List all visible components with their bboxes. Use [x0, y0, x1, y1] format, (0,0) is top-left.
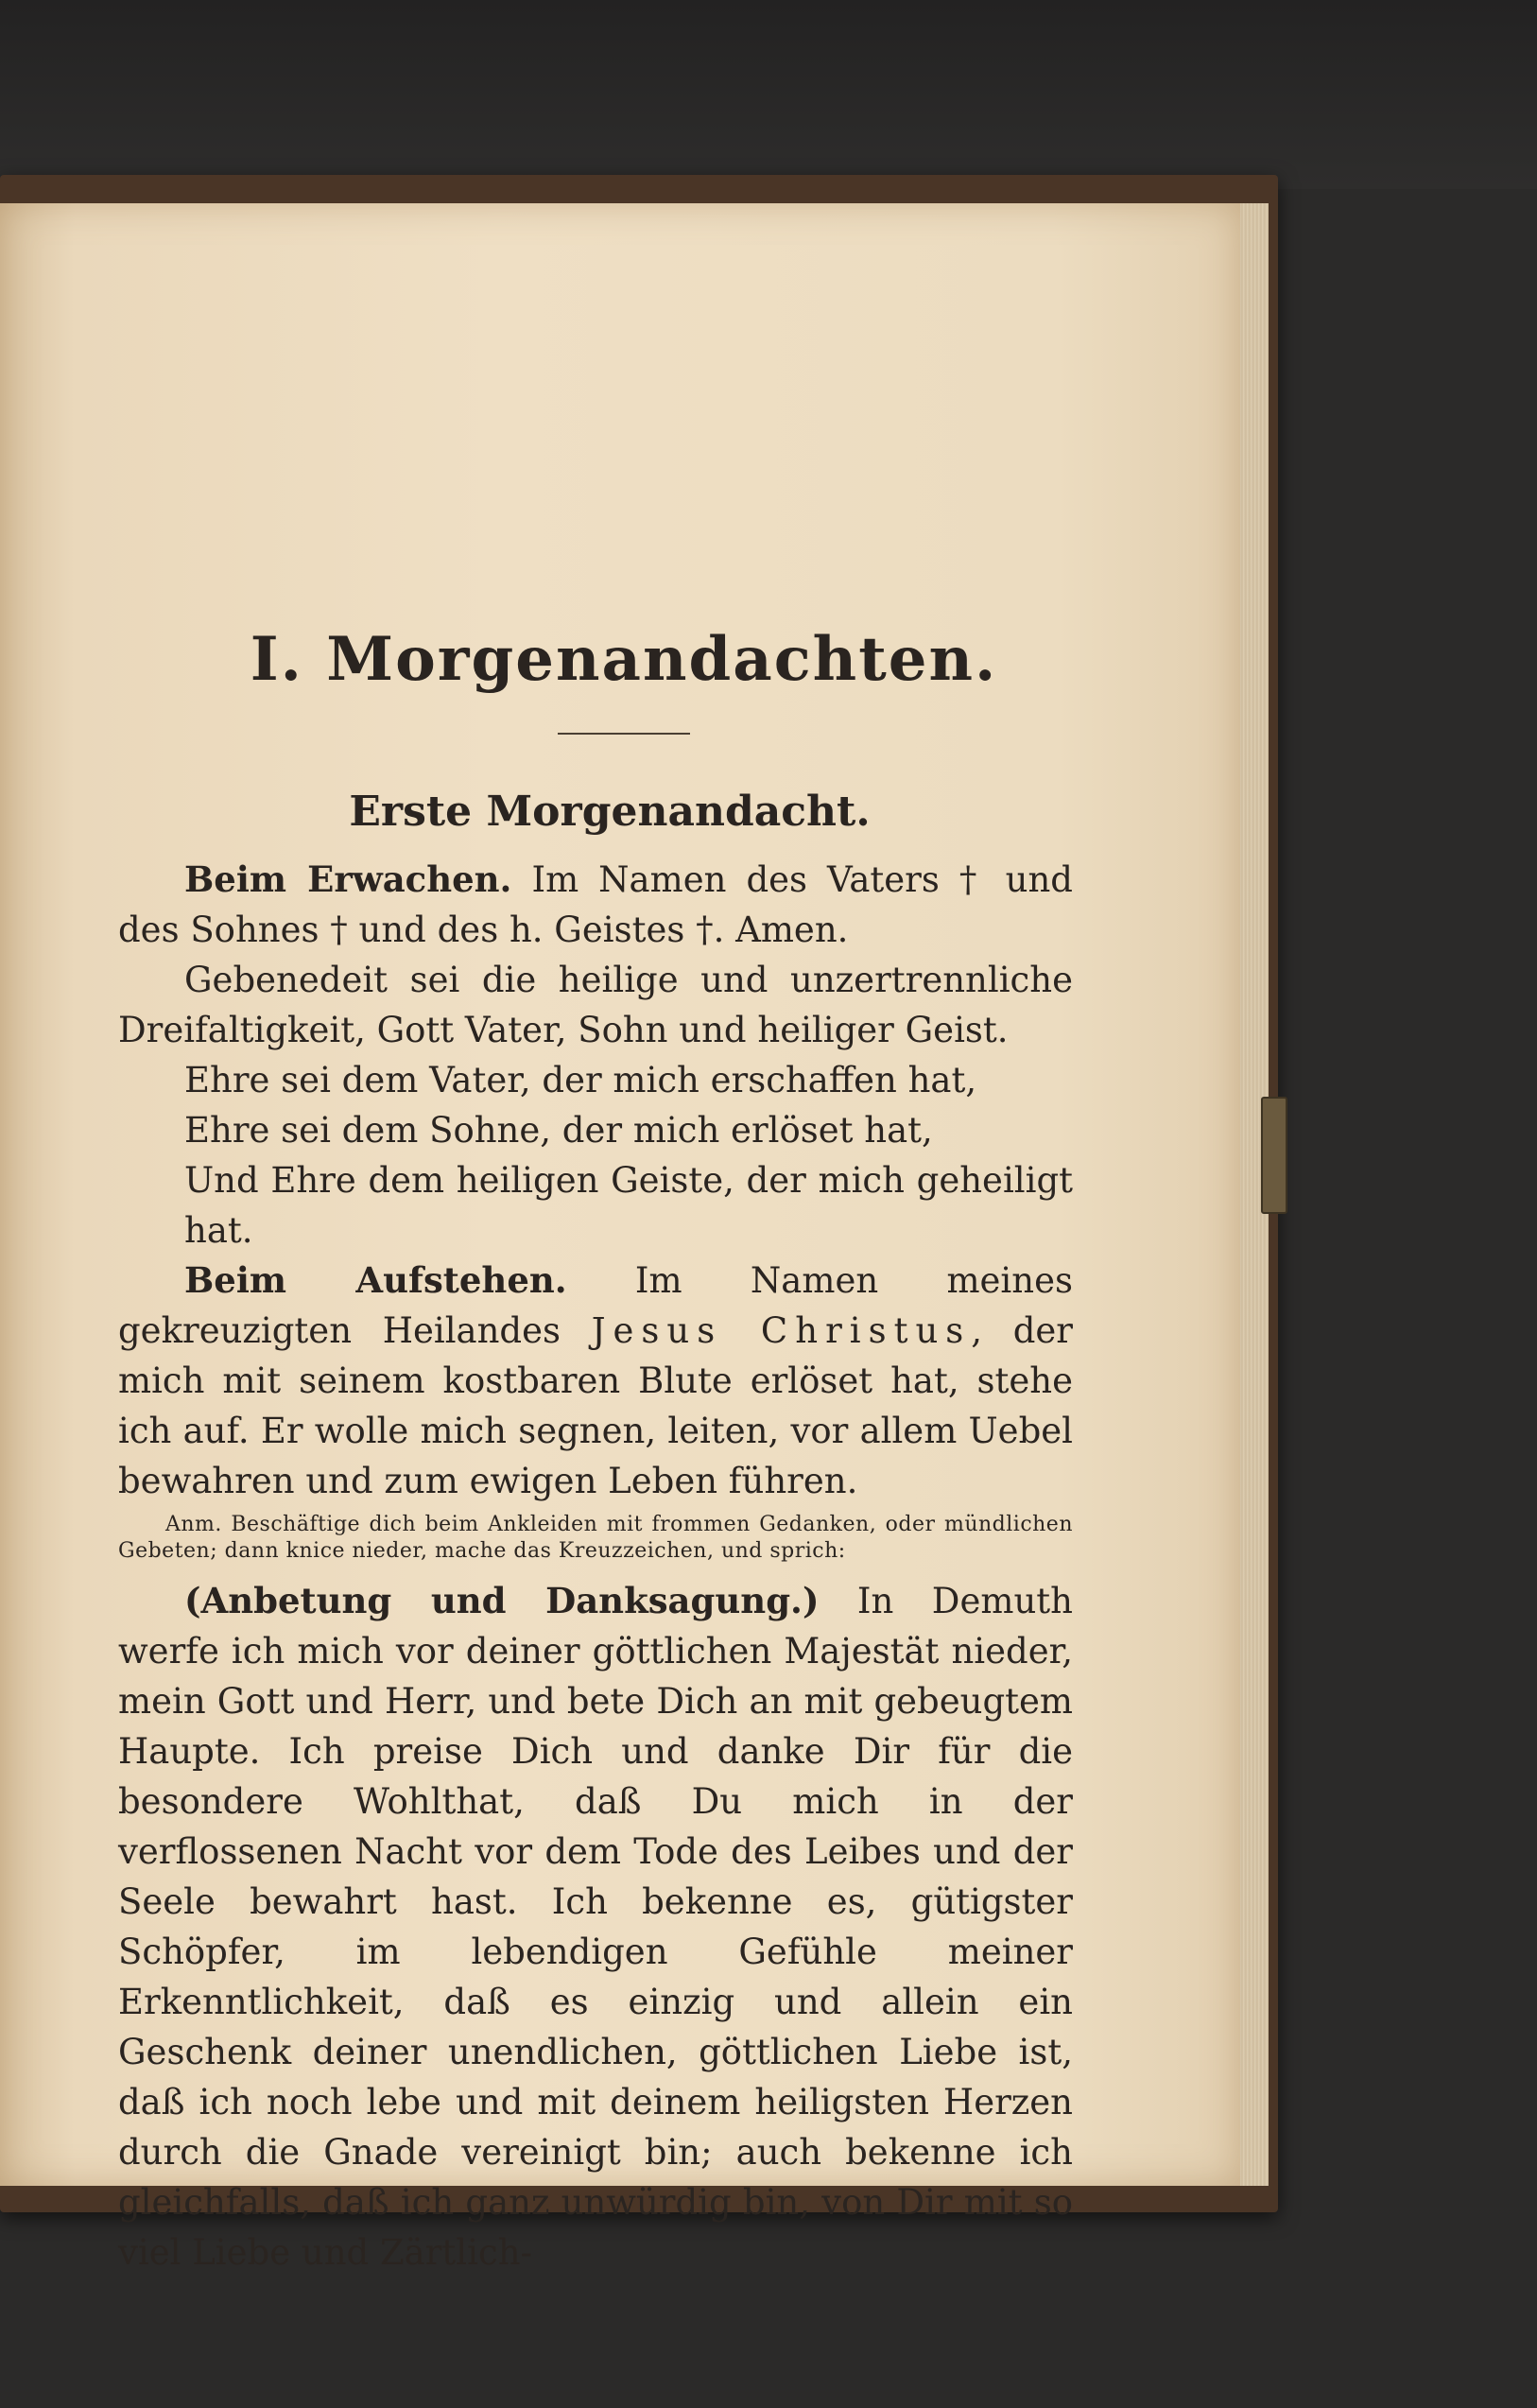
- footnote-remark: Anm. Beschäftige dich beim Ankleiden mit frommen Gedanken, oder mündlichen Gebeten; dann knice nieder, mache das Kreuzzeichen, und sprich:: [118, 1513, 1073, 1563]
- paragraph-adoration: [118, 1576, 1073, 2278]
- paragraph-text: In Demuth werfe ich mich vor deiner göttlichen Majestät nieder, mein Gott und Herr, und bete Dich an mit gebeugtem Haupte. Ich preise Dich und danke Dir für die besondere Wohlthat, daß Du mich in der verflossenen Nacht vor dem Tode des Leibes und der Seele bewahrt hast. Ich bekenne es, gütigster Schöpfer, im lebendigen Gefühle meiner Erkenntlichkeit, daß es einzig und allein ein Geschenk deiner unendlichen, göttlichen Liebe ist, daß ich noch lebe und mit deinem heiligsten Herzen durch die Gnade vereinigt bin; auch bekenne ich gleichfalls, daß ich ganz unwürdig bin, von Dir mit so viel Liebe und Zärtlich-: [118, 1581, 1073, 2273]
- paragraph-awakening: [118, 855, 1073, 955]
- section-title: Erste Morgenandacht.: [349, 788, 871, 836]
- spaced-name: Jesus Christus: [591, 1310, 972, 1351]
- paragraph-trinity: Gebenedeit sei die heilige und unzertrennliche Dreifaltigkeit, Gott Vater, Sohn und heiliger Geist.: [118, 960, 1073, 1050]
- chapter-title: I. Morgenandachten.: [250, 624, 998, 695]
- paragraph-lead: (Anbetung und Danksagung.): [184, 1580, 820, 1621]
- verse-line-1: Ehre sei dem Vater, der mich erschaffen hat,: [184, 1060, 977, 1100]
- book-clasp: [1261, 1097, 1287, 1214]
- paragraph-text: , der mich mit seinem kostbaren Blute erlöset hat, stehe ich auf. Er wolle mich segnen, leiten, vor allem Uebel bewahren und zum ewigen Leben führen.: [118, 1310, 1073, 1501]
- paragraph-text: Im Namen des Vaters † und des Sohnes † und des h. Geistes †. Amen.: [118, 859, 1073, 950]
- page-content: [118, 624, 1073, 2278]
- paragraph-text: Im Namen meines gekreuzigten Heilandes: [118, 1260, 1073, 1351]
- dark-background: [0, 0, 1537, 189]
- paragraph-lead: Beim Erwachen.: [184, 858, 512, 900]
- verse-line-3: Und Ehre dem heiligen Geiste, der mich geheiligt hat.: [184, 1160, 1073, 1251]
- verse-line-2: Ehre sei dem Sohne, der mich erlöset hat,: [184, 1110, 933, 1151]
- paragraph-rising: [118, 1256, 1073, 1506]
- title-divider: [558, 733, 690, 735]
- paragraph-lead: Beim Aufstehen.: [184, 1259, 567, 1301]
